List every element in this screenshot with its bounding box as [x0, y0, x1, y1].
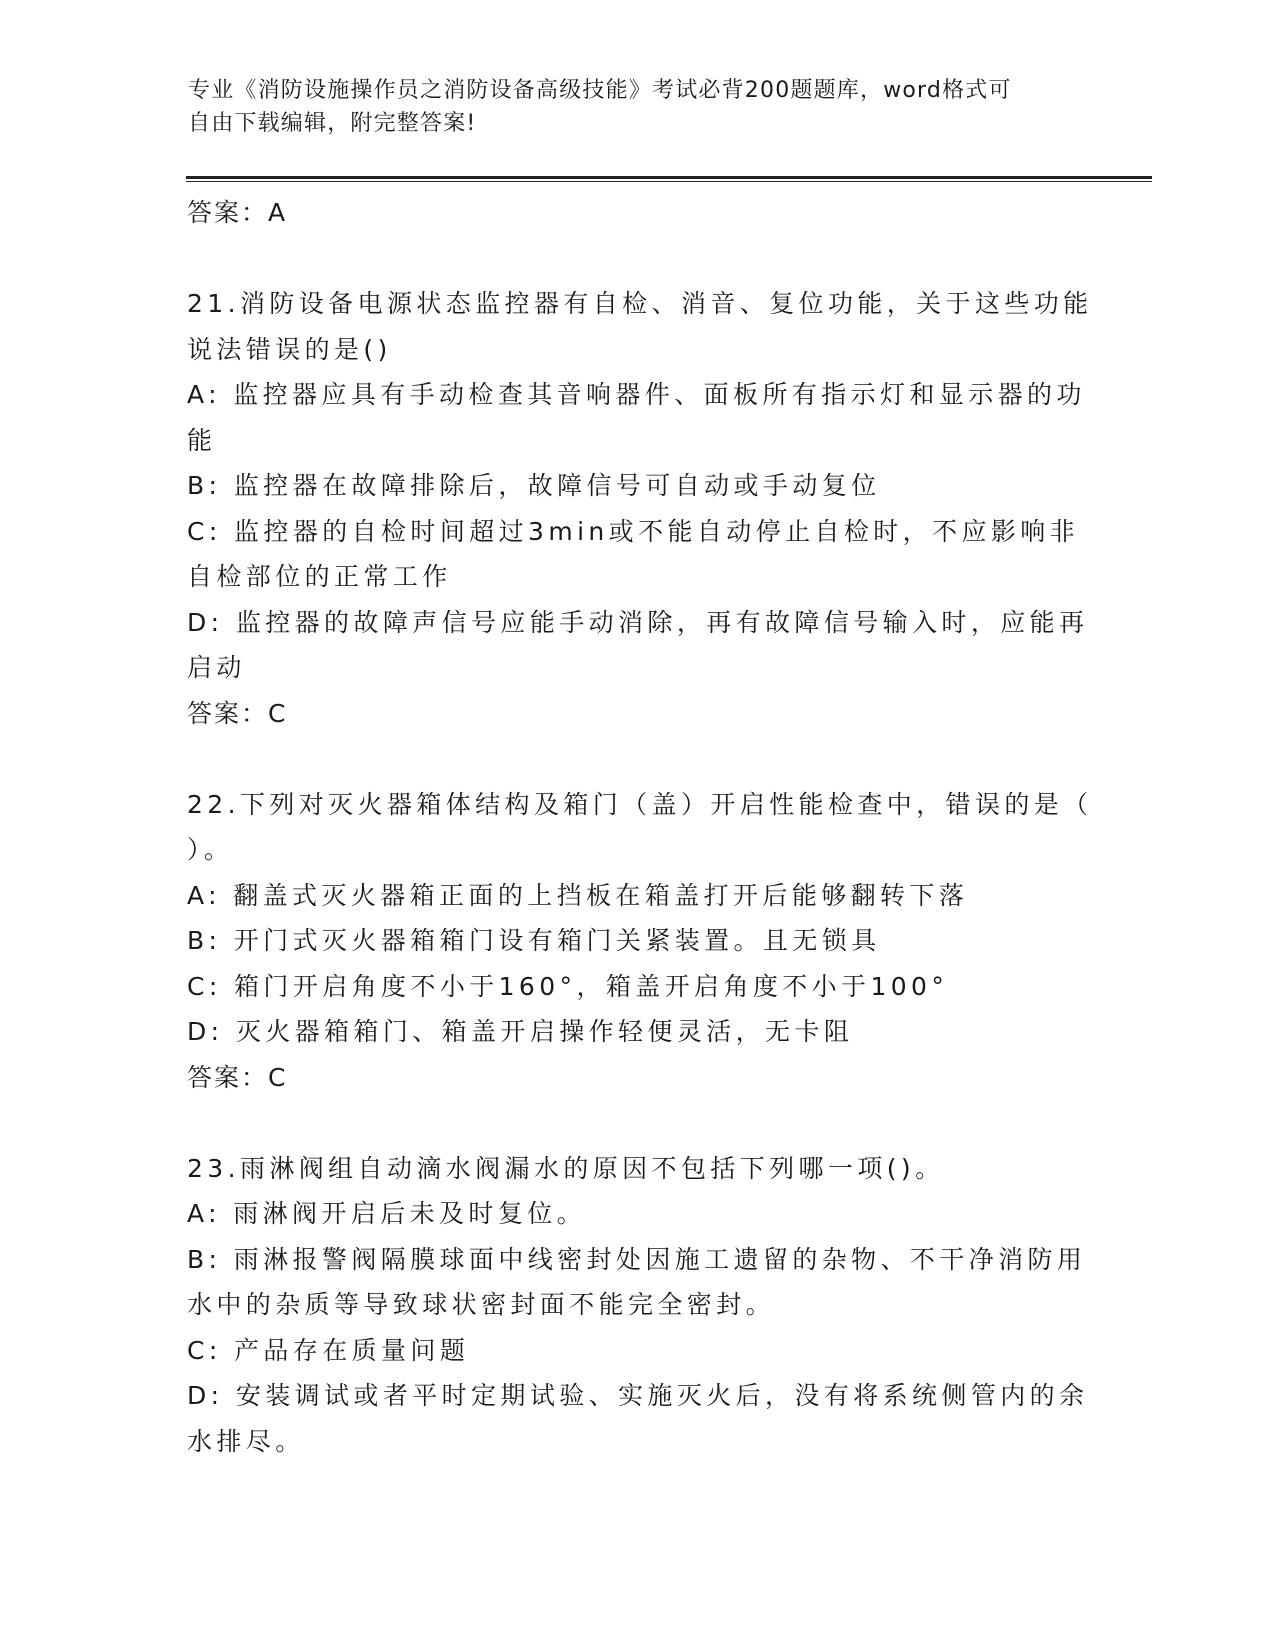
question-text-line: 23.雨淋阀组自动滴水阀漏水的原因不包括下列哪一项()。: [187, 1153, 945, 1183]
option-d-cont: 启动: [187, 653, 246, 682]
header-rule-thick: [186, 176, 1152, 179]
option-b-cont: 水中的杂质等导致球状密封面不能完全密封。: [187, 1290, 776, 1319]
question-text-line: ）。: [187, 835, 234, 864]
question-text-line: 21.消防设备电源状态监控器有自检、消音、复位功能，关于这些功能: [187, 289, 1093, 318]
option-a-cont: 能: [187, 425, 217, 455]
page-header: [188, 74, 1068, 140]
option-b: B: 开门式灭火器箱箱门设有箱门关紧装置。且无锁具: [187, 926, 881, 955]
header-line-1: 专业《消防设施操作员之消防设备高级技能》考试必背200题题库，word格式可: [188, 78, 1012, 103]
option-b: B: 监控器在故障排除后，故障信号可自动或手动复位: [187, 471, 881, 500]
spacer: [187, 736, 1087, 782]
question-21: [187, 281, 1093, 736]
answer: 答案：C: [187, 698, 288, 728]
document-body: [187, 190, 1093, 1464]
spacer: [187, 1100, 1087, 1146]
option-d: D: 监控器的故障声信号应能手动消除，再有故障信号输入时，应能再: [187, 607, 1089, 637]
option-d-cont: 水排尽。: [187, 1426, 305, 1456]
header-line-2: 自由下载编辑，附完整答案!: [188, 111, 477, 136]
option-c: C: 监控器的自检时间超过3min或不能自动停止自检时，不应影响非: [187, 516, 1080, 546]
option-d: D: 灭火器箱箱门、箱盖开启操作轻便灵活，无卡阻: [187, 1017, 854, 1046]
option-c: C: 箱门开启角度不小于160°，箱盖开启角度不小于100°: [187, 971, 949, 1001]
option-d: D: 安装调试或者平时定期试验、实施灭火后，没有将系统侧管内的余: [187, 1381, 1089, 1410]
option-c-cont: 自检部位的正常工作: [187, 562, 452, 591]
answer: 答案：C: [187, 1062, 288, 1092]
question-23: [187, 1146, 1087, 1465]
question-text-line: 说法错误的是(): [187, 334, 392, 364]
option-a: A: 翻盖式灭火器箱正面的上挡板在箱盖打开后能够翻转下落: [187, 880, 969, 910]
question-22: [187, 782, 1093, 1101]
header-rule-thin: [186, 181, 1152, 182]
option-b: B: 雨淋报警阀隔膜球面中线密封处因施工遗留的杂物、不干净消防用: [187, 1244, 1087, 1274]
previous-answer: 答案：A: [187, 198, 288, 227]
option-a: A: 雨淋阀开启后未及时复位。: [187, 1199, 587, 1228]
question-text-line: 22.下列对灭火器箱体结构及箱门（盖）开启性能检查中，错误的是（: [187, 789, 1093, 819]
spacer: [187, 236, 1087, 282]
option-a: A: 监控器应具有手动检查其音响器件、面板所有指示灯和显示器的功: [187, 380, 1086, 409]
option-c: C: 产品存在质量问题: [187, 1335, 470, 1365]
